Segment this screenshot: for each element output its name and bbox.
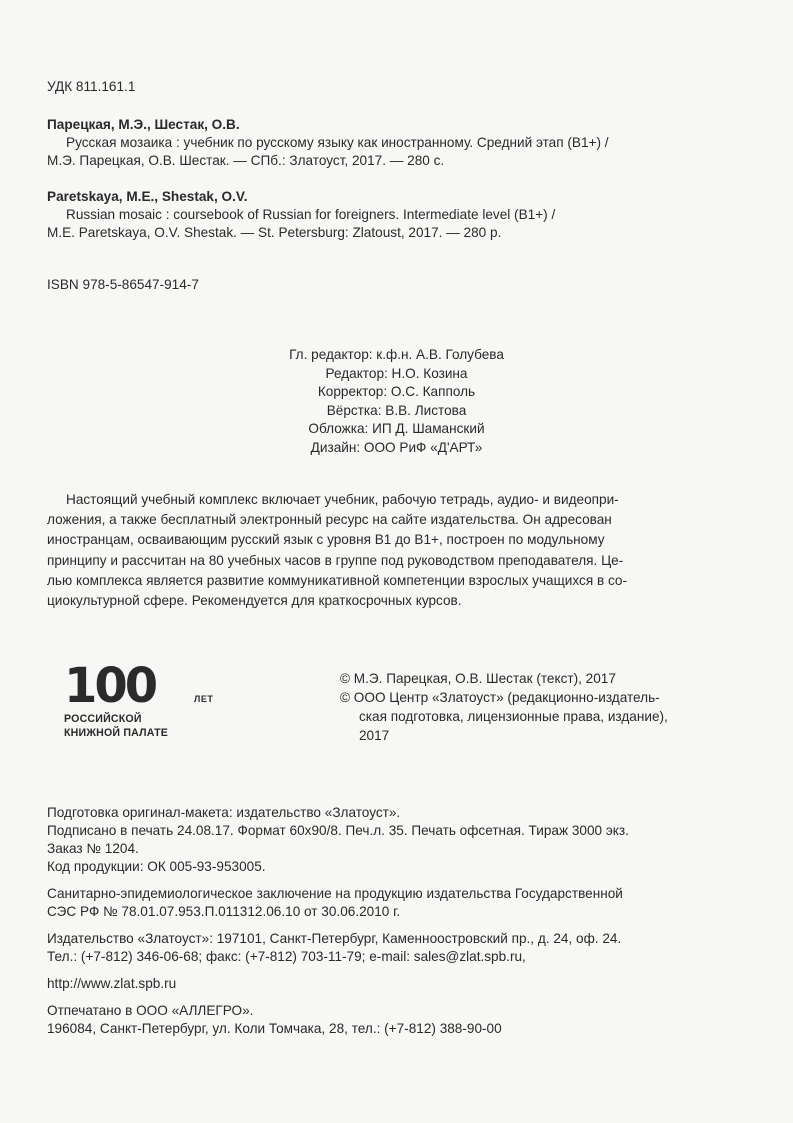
imprint-details [47, 804, 747, 1038]
russian-authors: Парецкая, М.Э., Шестак, О.В. [47, 117, 240, 132]
isbn-text: ISBN 978-5-86547-914-7 [47, 277, 199, 292]
logo-number: 100 [64, 658, 156, 714]
english-bibliographic-entry [47, 188, 753, 242]
credit-line: Редактор: Н.О. Козина [325, 365, 468, 381]
copyright-publisher-line-1: © ООО Центр «Златоуст» (редакционно-издатель- [340, 690, 660, 705]
publisher-website: http://www.zlat.spb.ru [47, 976, 177, 991]
copyright-block [340, 669, 720, 745]
copyright-publisher-line-2: ская подготовка, лицензионные права, издание), [359, 709, 668, 724]
udk-code [47, 78, 753, 96]
publisher-address: Издательство «Златоуст»: 197101, Санкт-Петербург, Каменноостровский пр., д. 24, оф. 24. [47, 931, 622, 946]
credit-line: Дизайн: ООО РиФ «Д'АРТ» [310, 439, 483, 455]
english-authors: Paretskaya, M.E., Shestak, O.V. [47, 189, 248, 204]
printer-address: 196084, Санкт-Петербург, ул. Коли Томчака, 28, тел.: (+7-812) 388-90-00 [47, 1021, 502, 1036]
order-number: Заказ № 1204. [47, 841, 139, 856]
book-chamber-100-years-logo [64, 658, 214, 746]
layout-preparation: Подготовка оригинал-макета: издательство «Златоуст». [47, 805, 401, 820]
logo-line-1: РОССИЙСКОЙ [64, 713, 142, 725]
copyright-publisher-line-3: 2017 [359, 728, 390, 743]
russian-bibliographic-entry [47, 116, 753, 170]
publisher-contacts: Тел.: (+7-812) 346-06-68; факс: (+7-812) 703-11-79; e-mail: sales@zlat.spb.ru, [47, 949, 526, 964]
credit-line: Гл. редактор: к.ф.н. А.В. Голубева [289, 347, 504, 362]
russian-publication-line: М.Э. Парецкая, О.В. Шестак. — СПб.: Златоуст, 2017. — 280 с. [47, 153, 445, 168]
credit-line: Вёрстка: В.В. Листова [326, 402, 467, 418]
copyright-authors: © М.Э. Парецкая, О.В. Шестак (текст), 2017 [340, 671, 616, 686]
annotation-line: иностранцам, осваивающим русский язык с уровня B1 до B1+, построен по модульному [47, 532, 605, 548]
book-annotation [47, 490, 732, 611]
annotation-line: Настоящий учебный комплекс включает учебник, рабочую тетрадь, аудио- и видеопри- [66, 492, 619, 507]
english-title-line: Russian mosaic : coursebook of Russian for foreigners. Intermediate level (B1+) / [66, 207, 556, 222]
credit-line: Обложка: ИП Д. Шаманский [308, 421, 485, 437]
annotation-line: лью комплекса является развитие коммуникативной компетенции взрослых учащихся в со- [47, 572, 628, 588]
sanitary-conclusion-line-1: Санитарно-эпидемиологическое заключение на продукцию издательства Государственной [47, 886, 623, 901]
logo-years: ЛЕТ [194, 694, 214, 704]
annotation-line: ложения, а также бесплатный электронный ресурс на сайте издательства. Он адресован [47, 512, 612, 528]
annotation-line: циокультурной сфере. Рекомендуется для краткосрочных курсов. [47, 593, 462, 609]
russian-title-line: Русская мозаика : учебник по русскому языку как иностранному. Средний этап (B1+) / [66, 135, 609, 150]
english-publication-line: M.E. Paretskaya, O.V. Shestak. — St. Petersburg: Zlatoust, 2017. — 280 p. [47, 225, 502, 240]
logo-line-2: КНИЖНОЙ ПАЛАТЕ [64, 727, 169, 739]
print-signing: Подписано в печать 24.08.17. Формат 60х90/8. Печ.л. 35. Печать офсетная. Тираж 3000 экз. [47, 823, 629, 838]
credit-line: Корректор: О.С. Капполь [317, 384, 476, 400]
printer-name: Отпечатано в ООО «АЛЛЕГРО». [47, 1003, 254, 1018]
editorial-credits [0, 346, 793, 458]
annotation-line: принципу и рассчитан на 80 учебных часов в группе под руководством преподавателя. Це- [47, 552, 624, 568]
sanitary-conclusion-line-2: СЭС РФ № 78.01.07.953.П.011312.06.10 от 30.06.2010 г. [47, 904, 401, 919]
isbn [47, 276, 753, 294]
product-code: Код продукции: ОК 005-93-953005. [47, 859, 266, 874]
udk-text: УДК 811.161.1 [47, 79, 136, 94]
